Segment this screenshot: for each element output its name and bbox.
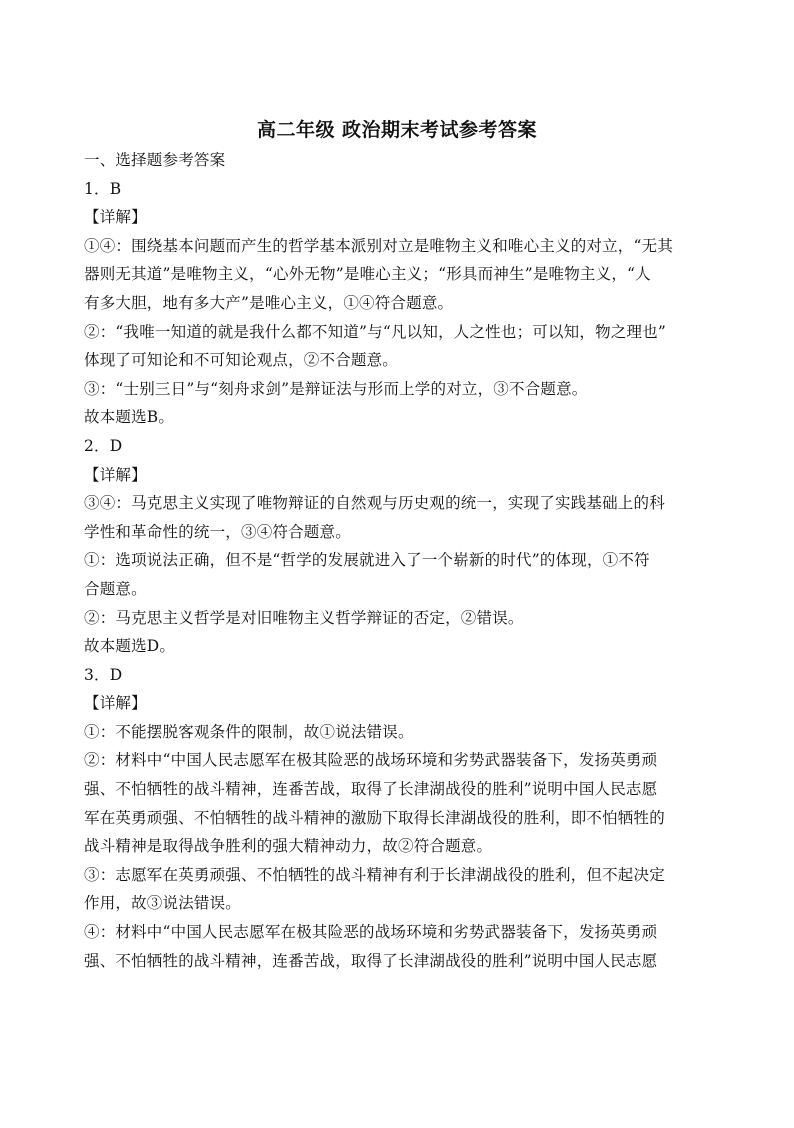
text-line: ①④：围绕基本问题而产生的哲学基本派别对立是唯物主义和唯心主义的对立，“无其 — [84, 236, 674, 255]
text-line: ②：“我唯一知道的就是我什么都不知道”与“凡以知，人之性也；可以知，物之理也” — [84, 322, 666, 341]
text-line: ②：马克思主义哲学是对旧唯物主义哲学辩证的否定，②错误。 — [84, 608, 524, 627]
text-line: 体现了可知论和不可知论观点，②不合题意。 — [84, 351, 399, 370]
text-line: 作用，故③说法错误。 — [84, 894, 242, 913]
text-line: ③：志愿军在英勇顽强、不怕牺牲的战斗精神有利于长津湖战役的胜利，但不起决定 — [84, 865, 665, 884]
text-line: 强、不怕牺牲的战斗精神，连番苦战，取得了长津湖战役的胜利”说明中国人民志愿 — [84, 951, 658, 970]
text-line: ③：“士别三日”与“刻舟求剑”是辩证法与形而上学的对立，③不合题意。 — [84, 379, 588, 398]
page-title: 高二年级 政治期末考试参考答案 — [256, 119, 538, 141]
text-line: 学性和革命性的统一，③④符合题意。 — [84, 522, 351, 541]
answer-body — [84, 146, 714, 975]
text-line: 器则无其道”是唯物主义，“心外无物”是唯心主义；“形具而神生”是唯物主义，“人 — [84, 265, 651, 284]
text-line: 战斗精神是取得战争胜利的强大精神动力，故②符合题意。 — [84, 837, 493, 856]
text-line: ①：选项说法正确，但不是“哲学的发展就进入了一个崭新的时代”的体现，①不符 — [84, 551, 650, 570]
detail-label: 【详解】 — [84, 208, 147, 227]
text-line: 合题意。 — [84, 579, 147, 598]
detail-label: 【详解】 — [84, 694, 147, 713]
text-line: 有多大胆，地有多大产”是唯心主义，①④符合题意。 — [84, 293, 454, 312]
conclusion-line: 故本题选D。 — [84, 637, 176, 656]
detail-label: 【详解】 — [84, 465, 147, 484]
text-line: 军在英勇顽强、不怕牺牲的战斗精神的激励下取得长津湖战役的胜利，即不怕牺牲的 — [84, 808, 665, 827]
text-line: 强、不怕牺牲的战斗精神，连番苦战，取得了长津湖战役的胜利”说明中国人民志愿 — [84, 780, 658, 799]
text-line: ④：材料中“中国人民志愿军在极其险恶的战场环境和劣势武器装备下，发扬英勇顽 — [84, 923, 658, 942]
question-2-answer: 2．D — [84, 436, 123, 455]
text-line: ①：不能摆脱客观条件的限制，故①说法错误。 — [84, 722, 414, 741]
text-line: ②：材料中“中国人民志愿军在极其险恶的战场环境和劣势武器装备下，发扬英勇顽 — [84, 751, 658, 770]
question-1-answer: 1．B — [84, 179, 122, 198]
question-3-answer: 3．D — [84, 665, 123, 684]
section-heading: 一、选择题参考答案 — [84, 151, 226, 169]
conclusion-line: 故本题选B。 — [84, 408, 175, 427]
text-line: ③④：马克思主义实现了唯物辩证的自然观与历史观的统一，实现了实践基础上的科 — [84, 494, 665, 513]
